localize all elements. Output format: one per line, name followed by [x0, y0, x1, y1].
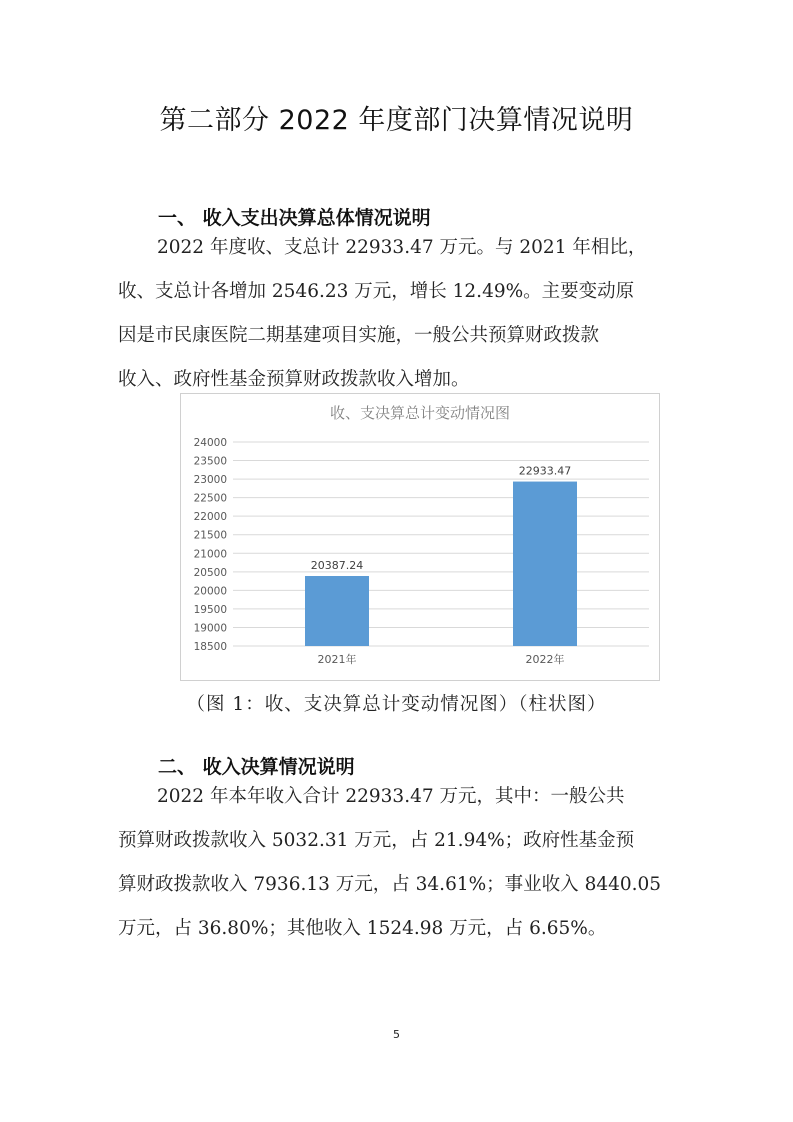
chart-title: 收、支决算总计变动情况图	[329, 404, 511, 422]
bar-2022年	[513, 482, 577, 646]
y-tick-label: 20500	[193, 566, 227, 579]
section1-heading: 一、 收入支出决算总体情况说明	[158, 207, 431, 229]
paragraph-line: 收、支总计各增加 2546.23 万元，增长 12.49%。主要变动原	[118, 281, 635, 302]
paragraph-line: 万元，占 36.80%；其他收入 1524.98 万元，占 6.65%。	[118, 918, 607, 939]
figure-caption: （图 1：收、支决算总计变动情况图）（柱状图）	[186, 694, 607, 715]
page-title: 第二部分 2022 年度部门决算情况说明	[159, 105, 634, 136]
section1-paragraph	[118, 226, 678, 402]
y-tick-label: 22000	[193, 511, 227, 524]
y-tick-label: 21000	[193, 548, 227, 561]
y-tick-label: 23500	[193, 455, 227, 468]
paragraph-line: 因是市民康医院二期基建项目实施，一般公共预算财政拨款	[118, 325, 600, 346]
paragraph-line: 2022 年度收、支总计 22933.47 万元。与 2021 年相比，	[157, 237, 647, 258]
x-tick-label: 2022年	[525, 653, 565, 666]
y-tick-label: 24000	[193, 437, 227, 449]
paragraph-line: 2022 年本年收入合计 22933.47 万元，其中：一般公共	[157, 786, 625, 807]
paragraph-line: 收入、政府性基金预算财政拨款收入增加。	[118, 369, 470, 390]
chart-svg	[181, 394, 659, 680]
y-tick-label: 22500	[193, 492, 227, 505]
y-tick-label: 18500	[193, 641, 227, 653]
page-number: 5	[393, 1028, 400, 1041]
data-label: 22933.47	[518, 464, 572, 478]
y-tick-label: 19000	[193, 622, 227, 635]
x-tick-label: 2021年	[317, 653, 357, 666]
paragraph-line: 算财政拨款收入 7936.13 万元，占 34.61%；事业收入 8440.05	[118, 874, 662, 895]
paragraph-line: 预算财政拨款收入 5032.31 万元，占 21.94%；政府性基金预	[118, 830, 635, 851]
bar-2021年	[305, 576, 369, 646]
data-label: 20387.24	[310, 559, 364, 573]
y-tick-label: 20000	[193, 585, 227, 598]
bar-chart	[180, 393, 660, 681]
y-tick-label: 21500	[193, 529, 227, 542]
y-tick-label: 19500	[193, 603, 227, 616]
section2-paragraph	[118, 775, 678, 951]
y-tick-label: 23000	[193, 474, 227, 487]
section2-heading: 二、 收入决算情况说明	[158, 756, 355, 778]
